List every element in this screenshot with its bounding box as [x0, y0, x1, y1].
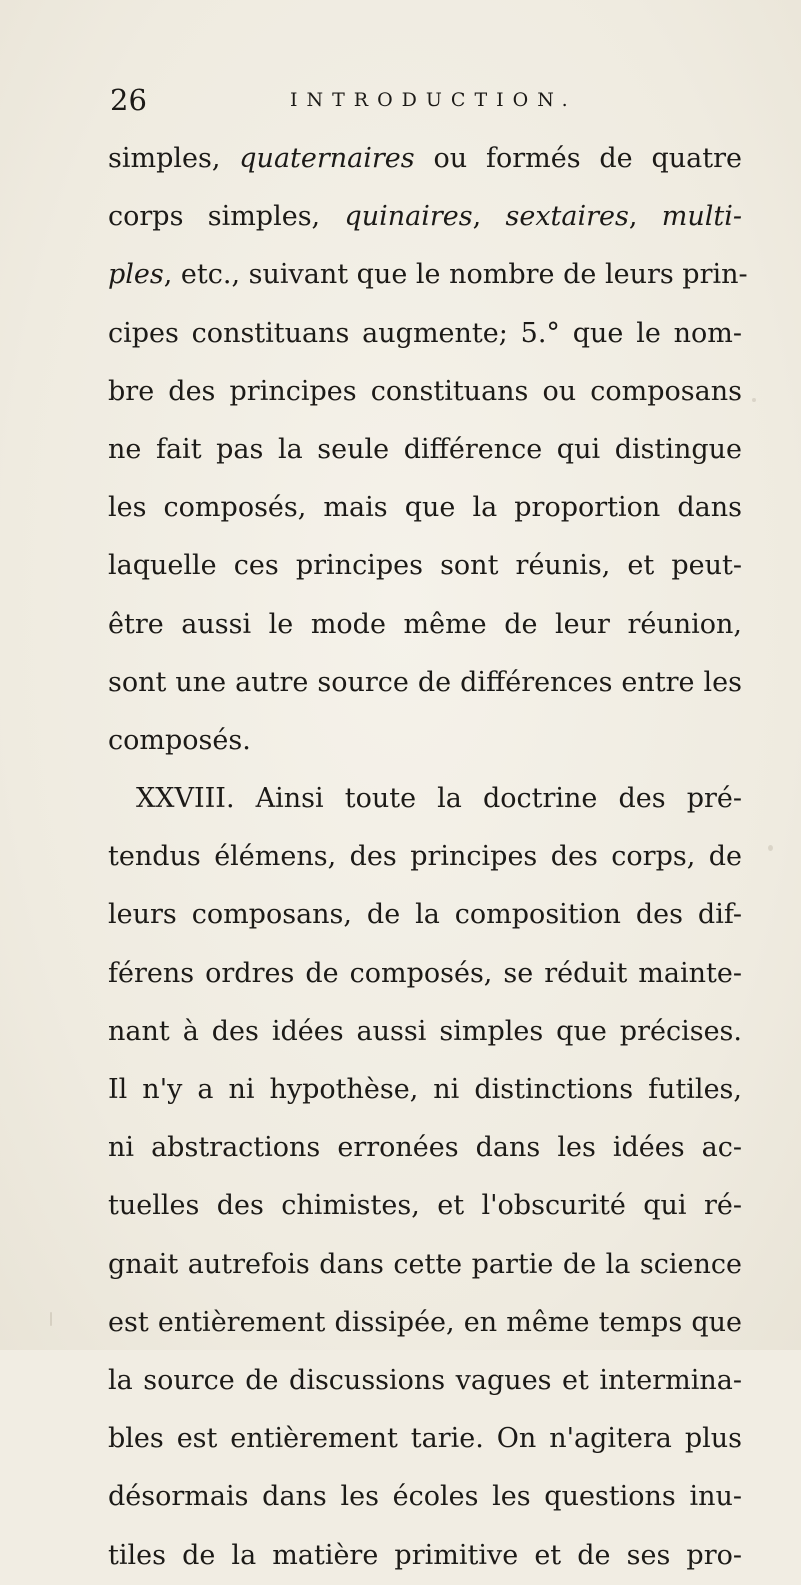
text-line: cipes constituans augmente; 5.° que le nom-: [108, 317, 742, 349]
text-line: les composés, mais que la proportion dans: [108, 492, 742, 524]
text-line: être aussi le mode même de leur réunion,: [108, 608, 742, 640]
text-line: désormais dans les écoles les questions inu-: [108, 1481, 742, 1513]
paper-spot: [596, 1210, 601, 1214]
text-line: simples, quaternaires ou formés de quatre: [108, 143, 742, 174]
paper-spot: [768, 845, 773, 851]
text-line: gnait autrefois dans cette partie de la science: [108, 1248, 742, 1280]
text-line: la source de discussions vagues et intermina-: [108, 1364, 742, 1396]
text-line: corps simples, quinaires, sextaires, multi-: [108, 201, 742, 233]
text-line: tuelles des chimistes, et l'obscurité qui ré-: [108, 1190, 742, 1222]
paper-spot: [50, 1312, 52, 1326]
text-line: ples, etc., suivant que le nombre de leurs prin-: [108, 259, 748, 291]
text-line: sont une autre source de différences entre les: [108, 666, 742, 698]
text-line: tiles de la matière primitive et de ses pro-: [108, 1539, 742, 1571]
running-head: [110, 80, 730, 120]
text-line: férens ordres de composés, se réduit mainte-: [108, 957, 742, 989]
text-line: nant à des idées aussi simples que précises.: [108, 1015, 742, 1047]
running-head-title: INTRODUCTION.: [290, 89, 577, 111]
text-line: composés.: [108, 724, 251, 756]
text-line: ne fait pas la seule différence qui distingue: [108, 433, 742, 465]
text-line: laquelle ces principes sont réunis, et peut-: [108, 550, 742, 582]
text-line: tendus élémens, des principes des corps, de: [108, 841, 742, 873]
text-line: bles est entièrement tarie. On n'agitera plus: [108, 1423, 742, 1455]
paper-spot: [752, 398, 756, 402]
page-number: 26: [110, 83, 147, 117]
paragraph-start: XXVIII. Ainsi toute la doctrine des pré-: [136, 783, 742, 815]
text-line: Il n'y a ni hypothèse, ni distinctions futiles,: [108, 1074, 742, 1105]
text-line: ni abstractions erronées dans les idées ac-: [108, 1132, 742, 1164]
text-line: leurs composans, de la composition des dif-: [108, 899, 742, 931]
body-text: [108, 130, 748, 1585]
text-line: est entièrement dissipée, en même temps que: [108, 1306, 742, 1338]
text-line: bre des principes constituans ou composans: [108, 375, 742, 407]
